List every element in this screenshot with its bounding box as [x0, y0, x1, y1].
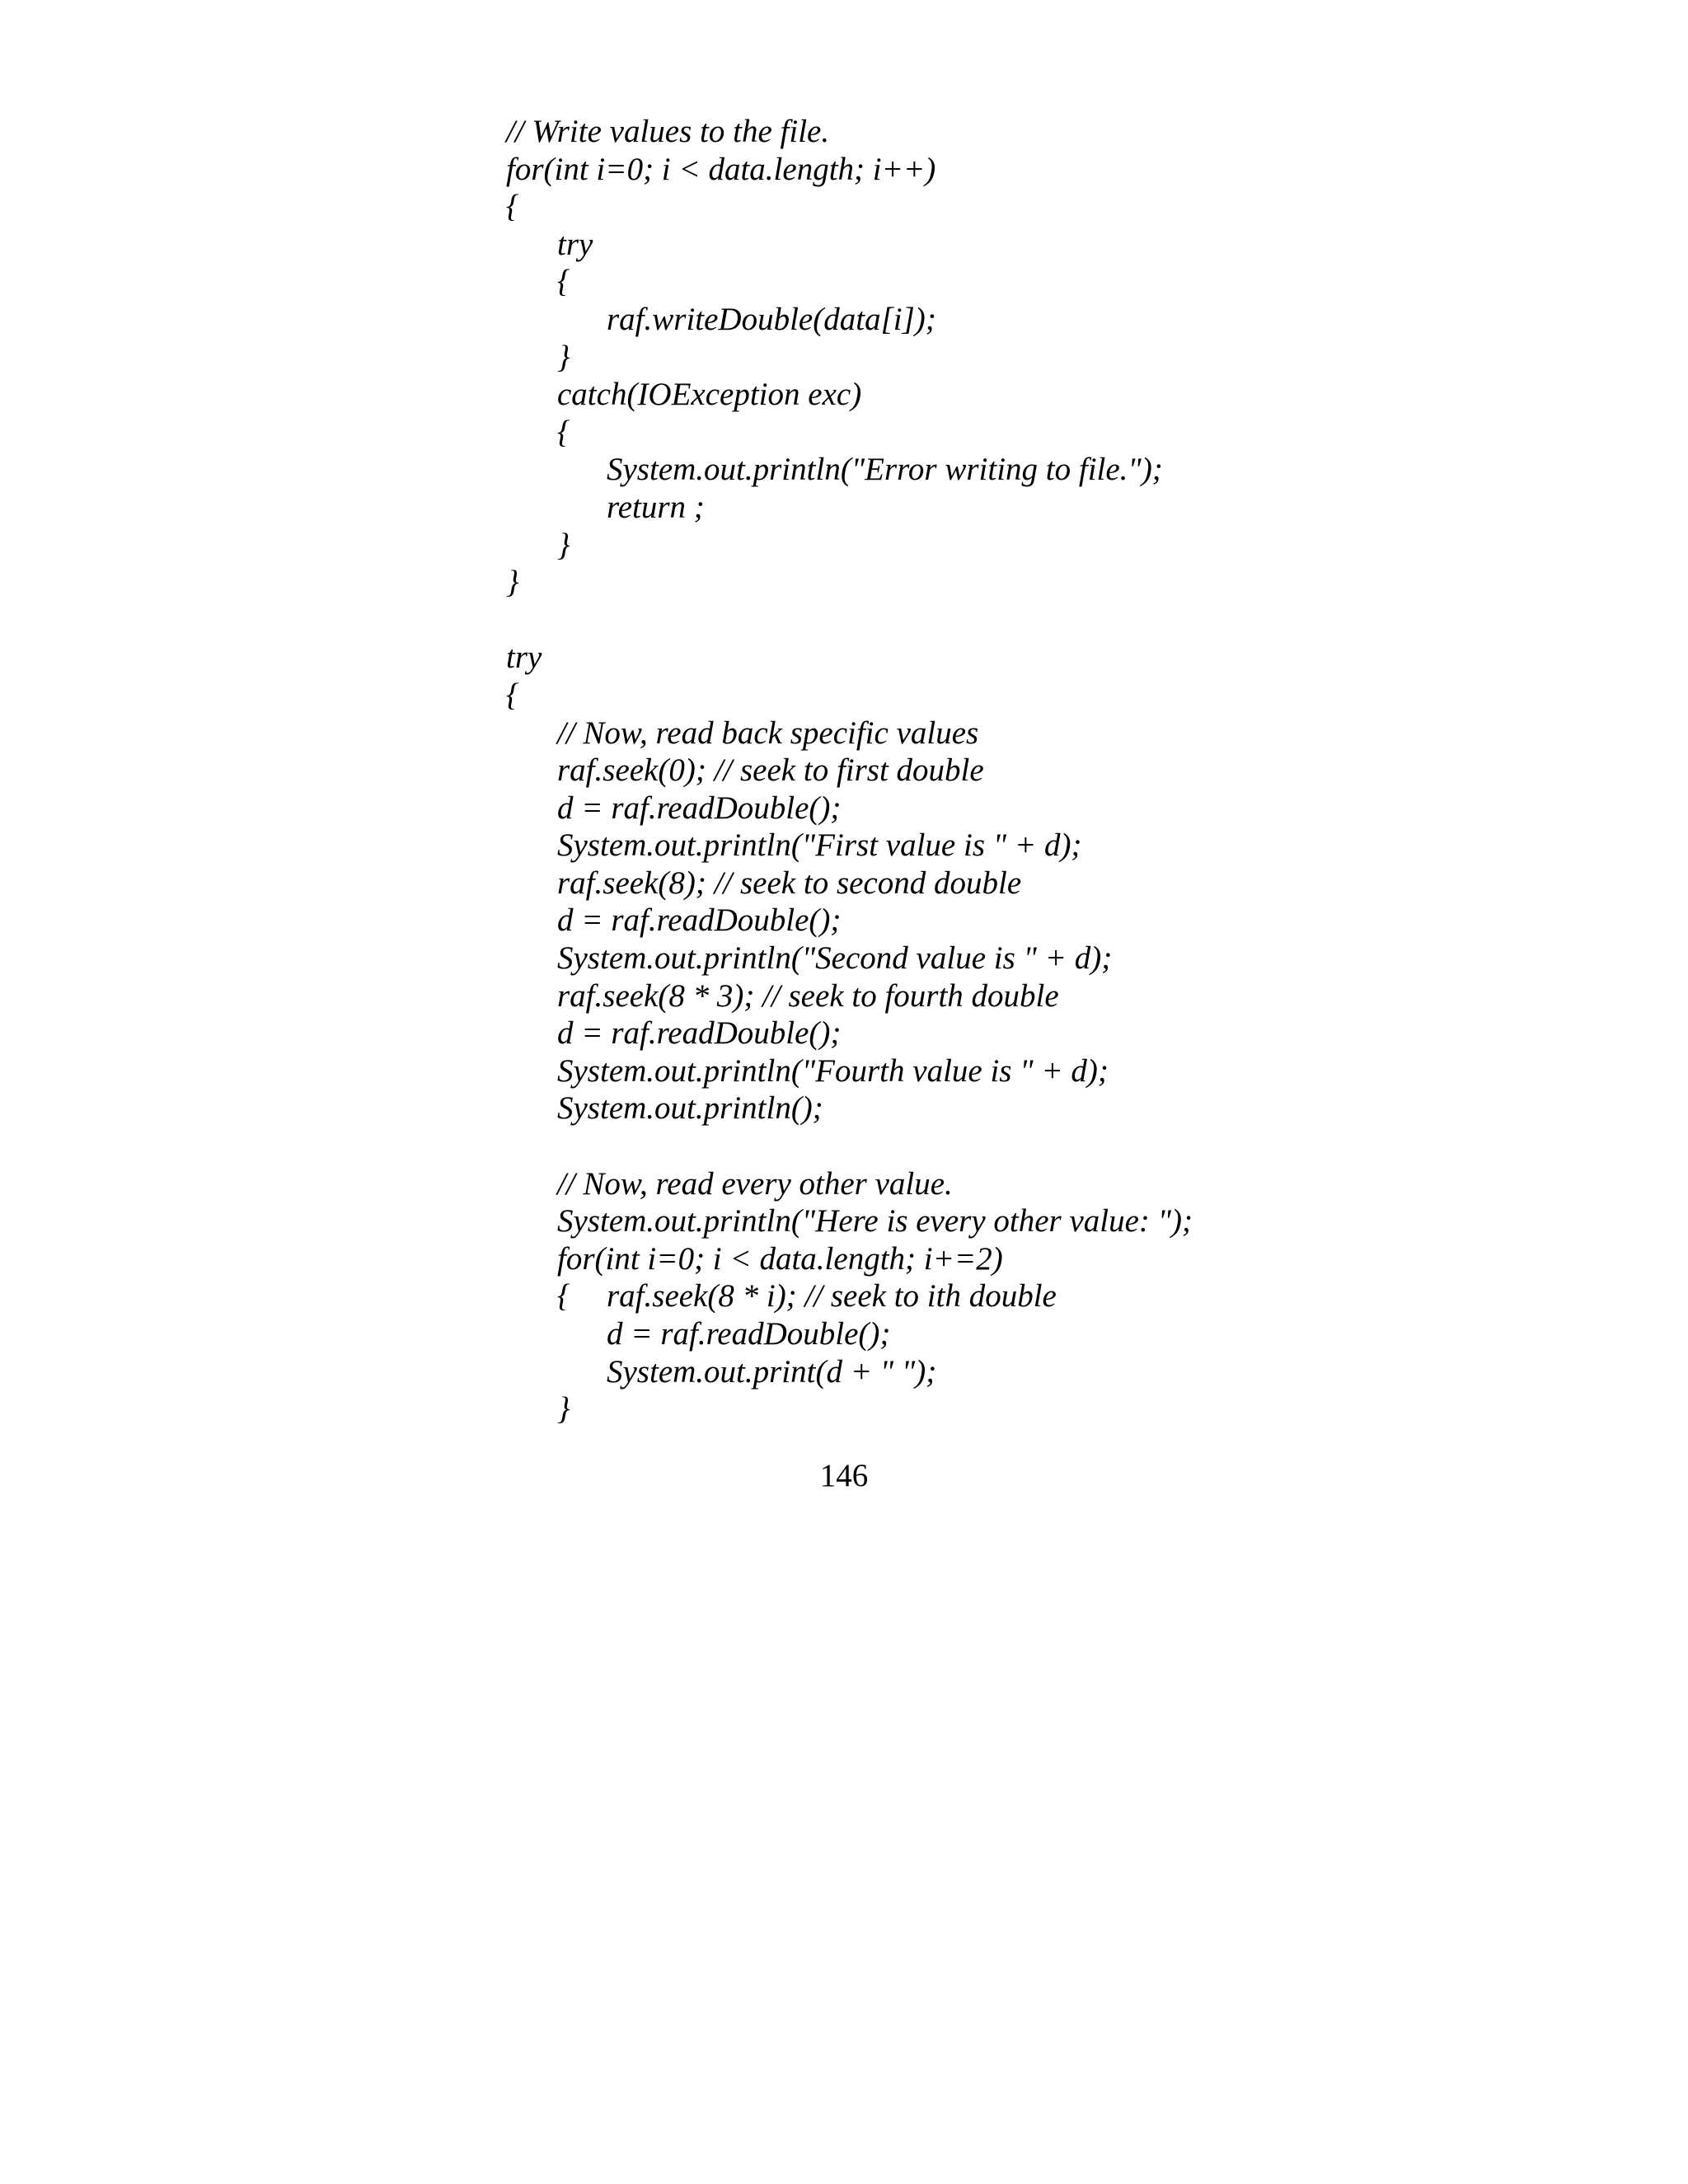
page-number: 146 [819, 1458, 869, 1493]
code-line: System.out.println("Error writing to file."); [607, 452, 1163, 488]
code-line: raf.seek(8 * 3); // seek to fourth double [557, 977, 1059, 1014]
code-line: // Now, read every other value. [557, 1165, 953, 1202]
code-line: catch(IOException exc) [557, 377, 862, 413]
code-line: { [557, 264, 570, 300]
code-line-with-brace [506, 1277, 1495, 1315]
code-line: for(int i=0; i < data.length; i+=2) [557, 1240, 1003, 1277]
code-line: return ; [607, 489, 705, 525]
code-line: } [557, 527, 570, 563]
code-line: raf.seek(0); // seek to first double [557, 752, 984, 789]
code-listing [506, 113, 1495, 1428]
code-line: raf.writeDouble(data[i]); [607, 301, 936, 337]
code-line: try [506, 640, 542, 676]
code-line: d = raf.readDouble(); [557, 902, 842, 939]
code-line: System.out.println("Fourth value is " + d); [557, 1052, 1109, 1089]
code-line-text: raf.seek(8 * i); // seek to ith double [607, 1278, 1057, 1315]
blank-line [506, 1127, 1495, 1165]
code-line: System.out.println("Second value is " + d); [557, 940, 1113, 977]
open-brace: { [557, 1278, 570, 1315]
code-line: // Write values to the file. [506, 114, 830, 149]
code-line: for(int i=0; i < data.length; i++) [506, 151, 936, 187]
blank-line [506, 602, 1495, 640]
code-line: } [557, 1391, 570, 1427]
code-line: System.out.println("First value is " + d); [557, 827, 1082, 864]
code-line: // Now, read back specific values [557, 715, 979, 751]
code-line: raf.seek(8); // seek to second double [557, 865, 1022, 901]
code-line: } [557, 339, 570, 375]
code-line: { [506, 677, 519, 713]
code-line: System.out.println("Here is every other value: "); [557, 1203, 1193, 1240]
code-line: } [506, 565, 519, 601]
code-line: try [557, 226, 593, 262]
code-line: d = raf.readDouble(); [557, 1015, 842, 1052]
code-line: d = raf.readDouble(); [557, 790, 842, 826]
code-line: System.out.println(); [557, 1090, 823, 1127]
code-line: { [557, 414, 570, 450]
code-line: d = raf.readDouble(); [607, 1316, 891, 1352]
code-line: System.out.print(d + " "); [607, 1353, 937, 1390]
code-line: { [506, 189, 519, 225]
